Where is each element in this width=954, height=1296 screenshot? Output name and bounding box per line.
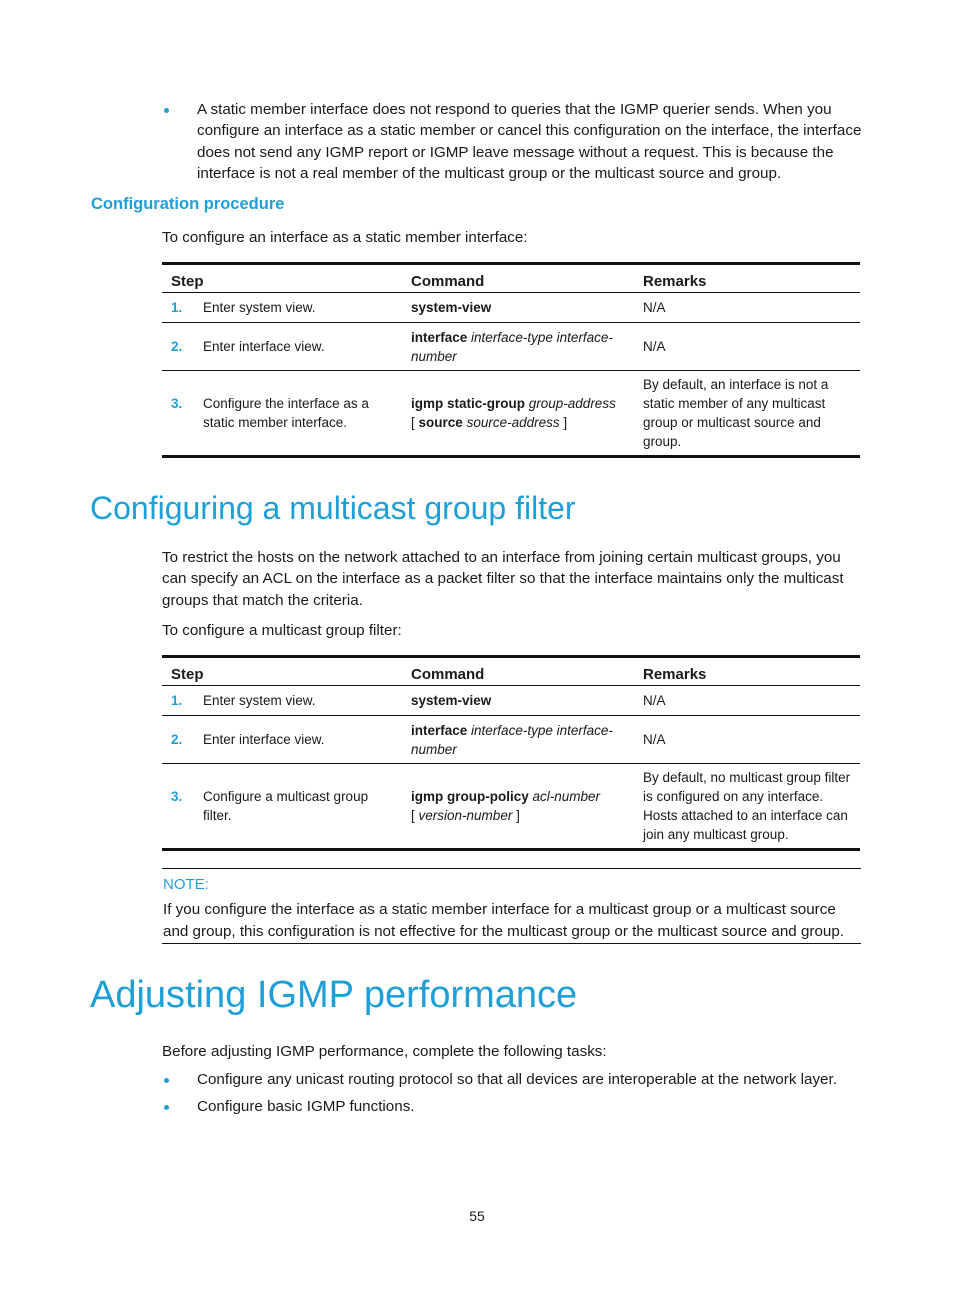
table-row: [162, 716, 860, 764]
step-text: Configure a multicast group filter.: [203, 789, 369, 823]
note-box: [162, 868, 861, 944]
step-text: Enter system view.: [203, 693, 316, 708]
remarks-cell: N/A: [634, 716, 860, 764]
note-label: NOTE:: [163, 876, 209, 893]
remarks-cell: N/A: [634, 323, 860, 371]
page-number: 55: [469, 1208, 485, 1224]
remarks-cell: N/A: [634, 686, 860, 716]
step-cell: [162, 293, 402, 323]
command-keyword: system-view: [411, 300, 492, 315]
bullet-text: Configure basic IGMP functions.: [197, 1098, 415, 1116]
command-keyword: source: [418, 415, 463, 430]
command-cell: [402, 293, 634, 323]
table-row: [162, 686, 860, 716]
column-header: Remarks: [643, 273, 707, 290]
step-cell: [162, 371, 402, 457]
command-argument: interface-type interface-number: [411, 329, 613, 364]
bullet-text: A static member interface does not respond to queries that the IGMP querier sends. When you configure an interface as a static member or cancel this configuration on the interface, the interface does not send any IGMP report or IGMP leave message without a request. This is because the interface is not a real member of the multicast group or the multicast source and group.: [197, 101, 862, 183]
bullet-text: Configure any unicast routing protocol so that all devices are interoperable at the network layer.: [197, 1071, 837, 1088]
command-keyword: system-view: [411, 693, 492, 708]
table-row: [162, 764, 860, 850]
step-text: Configure the interface as a static member interface.: [203, 396, 369, 430]
table-row: [162, 371, 860, 457]
list-item: [162, 1069, 866, 1090]
task-bullet-list: [162, 1069, 866, 1118]
bullet-icon: [164, 108, 169, 113]
step-cell: [162, 323, 402, 371]
column-header: Step: [171, 666, 204, 683]
remarks-cell: By default, an interface is not a static member of any multicast group or multicast source and group.: [634, 371, 860, 457]
remarks-cell: N/A: [634, 293, 860, 323]
step-cell: [162, 716, 402, 764]
step-text: Enter interface view.: [203, 732, 325, 747]
step-cell: [162, 686, 402, 716]
column-header: Command: [411, 666, 485, 683]
step-text: Enter system view.: [203, 300, 316, 315]
bullet-icon: [164, 1105, 169, 1110]
column-header: Step: [171, 273, 204, 290]
command-keyword: interface: [411, 722, 468, 738]
command-argument: acl-number: [532, 789, 601, 804]
command-cell: [402, 686, 634, 716]
command-cell: [402, 764, 634, 850]
step-number: 3.: [171, 396, 183, 411]
table-row: [162, 293, 860, 323]
note-text: If you configure the interface as a static member interface for a multicast group or a multicast source and group, this configuration is not effective for the multicast group or the multicast source and group.: [163, 901, 845, 940]
command-argument: version-number: [418, 808, 513, 823]
bullet-icon: [164, 1078, 169, 1083]
command-argument: source-address: [466, 415, 560, 430]
command-bracket-open: [: [411, 415, 415, 430]
paragraph: To configure a multicast group filter:: [162, 622, 402, 639]
step-cell: [162, 764, 402, 850]
config-table-static-member: [162, 262, 860, 458]
list-item: [162, 1096, 866, 1117]
table-row: [162, 323, 860, 371]
step-number: 3.: [171, 789, 183, 804]
table-header-row: [162, 264, 860, 293]
column-header: Remarks: [643, 666, 707, 683]
command-keyword: igmp static-group: [411, 396, 525, 411]
command-cell: [402, 323, 634, 371]
step-number: 1.: [171, 300, 183, 315]
list-item: [162, 99, 866, 185]
subsection-heading: Configuration procedure: [91, 195, 285, 213]
step-text: Enter interface view.: [203, 339, 325, 354]
command-keyword: igmp group-policy: [411, 789, 529, 804]
step-number: 2.: [171, 339, 183, 354]
command-bracket-close: ]: [516, 808, 520, 823]
command-argument: interface-type interface-number: [411, 722, 613, 757]
step-number: 1.: [171, 693, 183, 708]
command-cell: [402, 371, 634, 457]
command-bracket-close: ]: [563, 415, 568, 430]
step-number: 2.: [171, 732, 183, 747]
intro-bullet-list: [162, 99, 866, 185]
command-bracket-open: [: [411, 808, 415, 823]
paragraph: To configure an interface as a static member interface:: [162, 229, 528, 246]
table-header-row: [162, 657, 860, 686]
command-argument: group-address: [528, 396, 616, 411]
command-cell: [402, 716, 634, 764]
paragraph: Before adjusting IGMP performance, complete the following tasks:: [162, 1043, 607, 1060]
column-header: Command: [411, 273, 485, 290]
section-title: Adjusting IGMP performance: [90, 974, 578, 1016]
command-keyword: interface: [411, 329, 468, 345]
config-table-group-filter: [162, 655, 860, 851]
paragraph: To restrict the hosts on the network attached to an interface from joining certain multicast groups, you can specify an ACL on the interface as a packet filter so that the interface maintains only the multicast groups that match the criteria.: [162, 549, 844, 609]
remarks-cell: By default, no multicast group filter is configured on any interface. Hosts attached to an interface can join any multicast group.: [634, 764, 860, 850]
section-title: Configuring a multicast group filter: [90, 490, 576, 526]
